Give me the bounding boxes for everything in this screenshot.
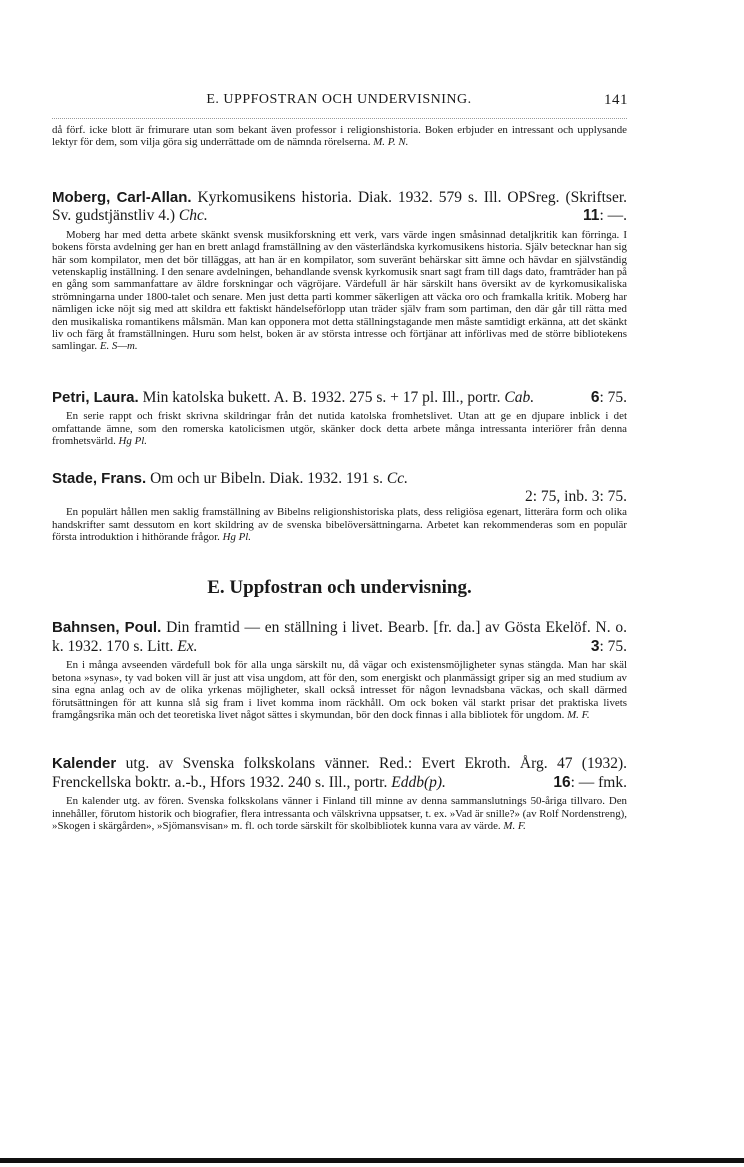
entry-classmark: Chc. <box>178 207 208 225</box>
entry-heading <box>52 619 627 656</box>
entry-classmark: Eddb(p). <box>391 773 446 791</box>
entry-classmark: Ex. <box>177 637 198 655</box>
entry-price: 2: 75, inb. 3: 75. <box>524 488 627 506</box>
entry-stade <box>52 470 627 544</box>
entry-bahnsen <box>52 619 627 721</box>
entry-author: Moberg, Carl-Allan. <box>52 188 192 206</box>
entry-author: Stade, Frans. <box>52 469 147 487</box>
entry-citation: Kyrkomusikens historia. Diak. 1932. 579 s. Ill. OPSreg. (Skriftser. Sv. gudstjänstliv 4.) <box>52 188 627 225</box>
header-rule <box>52 118 627 119</box>
section-heading: E. Uppfostran och undervisning. <box>207 577 472 599</box>
entry-review: En i många avseenden värdefull bok för alla unga särskilt nu, då vägar och existensmöjligheter synas stängda. Man har skäl betona »synas», ty vad boken vill är just att visa ungdom, att för den, som energiskt och planmässigt griper sig an med studium av sina egna anlag och av de olika yrkenas möjligheter, skall också intresset för någon levnadsbana väckas, och skall därmed förutsättningen för att kunna slå sig fram i livet komma inom räckhåll. Om ock boken väl starkt prisar det praktiska livets framgångsrika män och det teoretiska livet något sättes i skymundan, bör den dock finnas i alla bibliotek för ungdom. M. F. <box>52 659 627 721</box>
entry-signature: Hg Pl. <box>118 435 147 448</box>
entry-review: En kalender utg. av fören. Svenska folkskolans vänner i Finland till minne av denna sammanslutnings 50-åriga tillvaro. Den innehåller, förutom historik och biografier, flera intressanta och välskrivna uppsatser, t. ex. »Vad är snille?» (av Rolf Nordenstreng), »Skogen i skärgården», »Sjömansvisan» m. fl. och torde särskilt för skolbibliotek kunna vara av värde. M. F. <box>52 795 627 833</box>
running-header <box>50 92 628 112</box>
entry-author: Petri, Laura. <box>52 388 139 406</box>
entry-citation: Om och ur Bibeln. Diak. 1932. 191 s. <box>150 469 383 487</box>
entry-author: Kalender <box>52 755 117 773</box>
entry-review: En serie rappt och friskt skrivna skildringar från det nutida katolska fromhetslivet. Utan att ge en djupare inblick i det omfattande ämne, som den romerska katolicismen utgör, skänker dock detta arbete många intressanta interiörer från denna fromhetsvärld. Hg Pl. <box>52 410 627 448</box>
entry-review: Moberg har med detta arbete skänkt svensk musikforskning ett verk, vars värde ingen småsinnad detaljkritik kan förringa. I bokens första avdelning ger han en brett anlagd framställning av den västerländska kyrkomusikens historia. Själv betecknar han sig här som kompilator, men det bör tilläggas, att han är en kompilator, som suveränt behärskar sitt ämne och hävdar en självständig vetenskaplig inställning. I den senare avdelningen, behandlande svensk kyrkomusik snart sagt fram till dags dato, framträder han på en gång som sammanfattare av äldre forskningar och vägröjare. Värdefull är här särskilt hans översikt av de kyrkomusikaliska strömningarna under 1800-talet och senare. Men just detta parti kommer säkerligen att väcka oro och framkalla kritik. Moberg har nämligen icke nöjt sig med att skildra ett faktiskt händelseförlopp utan träder själv fram som partiman, den där går till rätta med den musikaliska romantikens målsmän. Man kan opponera mot detta ställningstagande men måste samtidigt erkänna, att det skänkt liv och färg åt framställningen. Huru som helst, boken är av största intresse och förtjänar att införlivas med de större bibliotekens samlingar. E. S—m. <box>52 228 627 353</box>
entry-citation: Min katolska bukett. A. B. 1932. 275 s. + 17 pl. Ill., portr. <box>142 388 501 406</box>
running-title: E. UPPFOSTRAN OCH UNDERVISNING. <box>206 92 472 107</box>
scan-bottom-edge <box>0 1158 744 1163</box>
entry-price: 6: 75. <box>590 388 627 406</box>
entry-citation: Din framtid — en ställning i livet. Bearb. [fr. da.] av Gösta Ekelöf. N. o. k. 1932. 170 s. Litt. <box>52 619 627 655</box>
entry-review: En populärt hållen men saklig framställning av Bibelns religionshistoriska plats, dess religiösa egenart, litterära form och olika handskrifter samt dessutom en kort skildring av de svenska bibelöversättningarna. Arbetet kan rekommenderas som en populär första introduktion i hithörande frågor. Hg Pl. <box>52 506 627 543</box>
entry-petri <box>52 389 627 448</box>
entry-classmark: Cab. <box>504 388 535 406</box>
entry-price: 3: 75. <box>590 637 627 655</box>
entry-heading <box>52 755 627 792</box>
entry-signature: M. F. <box>567 708 590 721</box>
page-content <box>52 124 627 833</box>
intro-text: då förf. icke blott är frimurare utan som bekant även professor i religionshistoria. Boken erbjuder en intressant och upplysande lektyr för dem, som vilja göra sig underrättade om de nämnda rörelserna. <box>52 124 627 149</box>
entry-signature: M. F. <box>503 820 526 833</box>
entry-kalender <box>52 755 627 832</box>
entry-classmark: Cc. <box>386 469 408 487</box>
entry-moberg <box>52 189 627 353</box>
entry-signature: Hg Pl. <box>222 530 252 543</box>
intro-paragraph <box>52 124 627 149</box>
entry-signature: E. S—m. <box>99 340 138 353</box>
intro-signature: M. P. N. <box>373 136 409 149</box>
entry-price: 11: —. <box>583 207 627 225</box>
entry-heading <box>52 470 627 489</box>
page-number: 141 <box>604 92 628 108</box>
entry-heading <box>52 189 627 226</box>
entry-citation: utg. av Svenska folkskolans vänner. Red.: Evert Ekroth. Årg. 47 (1932). Frenckellska boktr. a.-b., Hfors 1932. 240 s. Ill., portr. <box>52 755 628 791</box>
entry-heading <box>52 389 627 408</box>
entry-author: Bahnsen, Poul. <box>52 619 162 637</box>
entry-price: 16: — fmk. <box>553 773 627 791</box>
